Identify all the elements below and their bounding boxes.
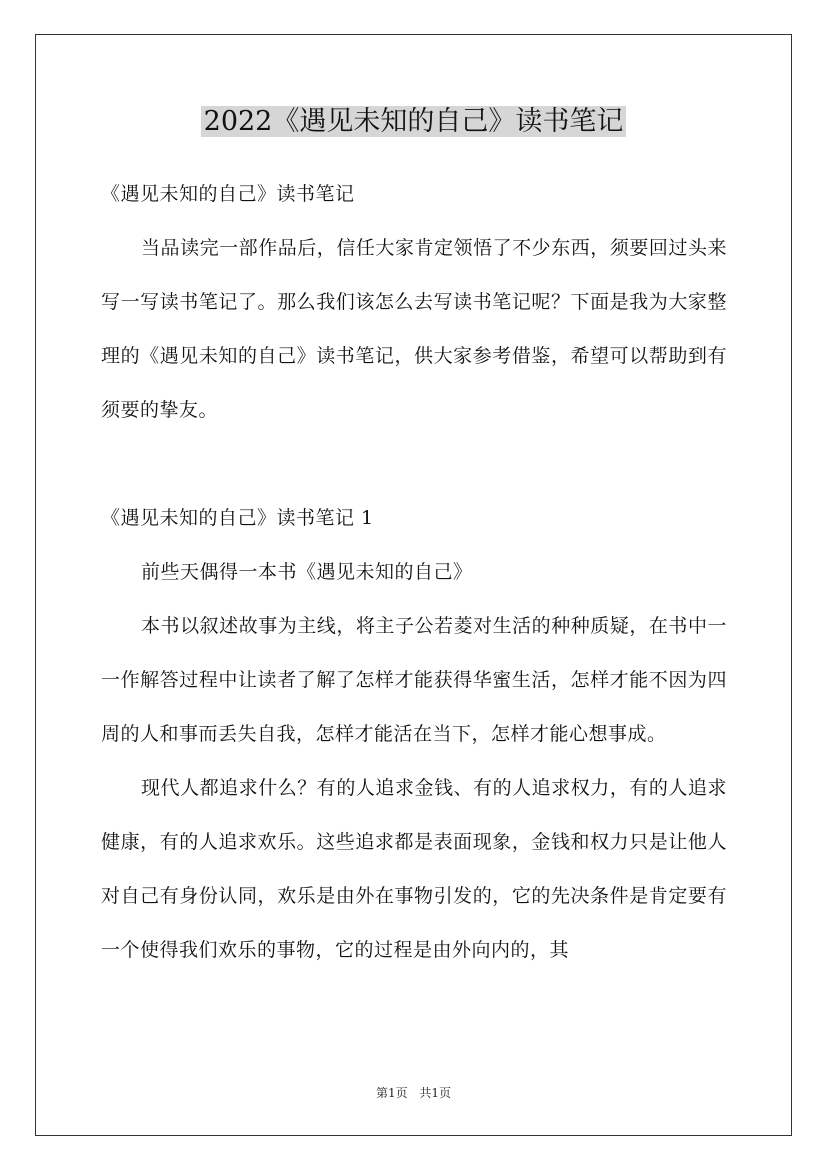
paragraph-gap (101, 437, 727, 491)
section-heading: 《遇见未知的自己》读书笔记 (101, 183, 355, 205)
section-heading-1: 《遇见未知的自己》读书笔记 1 (101, 507, 374, 529)
page-number: 第1页 (375, 1086, 408, 1100)
page-footer (0, 1084, 827, 1101)
document-title-text: 2022《遇见未知的自己》读书笔记 (201, 106, 627, 137)
document-title (0, 100, 827, 144)
page-total: 共1页 (419, 1086, 452, 1100)
body-paragraph: 本书以叙述故事为主线，将主子公若菱对生活的种种质疑，在书中一一作解答过程中让读者了解了怎样才能获得华蜜生活，怎样才能不因为四周的人和事而丢失自我，怎样才能活在当下，怎样才能心想事成。 (101, 615, 727, 745)
intro-paragraph: 当品读完一部作品后，信任大家肯定领悟了不少东西，须要回过头来写一写读书笔记了。那么我们该怎么去写读书笔记呢？下面是我为大家整理的《遇见未知的自己》读书笔记，供大家参考借鉴，希望可以帮助到有须要的挚友。 (101, 237, 727, 421)
document-body (101, 167, 727, 977)
body-paragraph: 现代人都追求什么？有的人追求金钱、有的人追求权力，有的人追求健康，有的人追求欢乐。这些追求都是表面现象，金钱和权力只是让他人对自己有身份认同，欢乐是由外在事物引发的，它的先决条件是肯定要有一个使得我们欢乐的事物，它的过程是由外向内的，其 (101, 777, 727, 961)
body-paragraph: 前些天偶得一本书《遇见未知的自己》 (141, 561, 473, 583)
